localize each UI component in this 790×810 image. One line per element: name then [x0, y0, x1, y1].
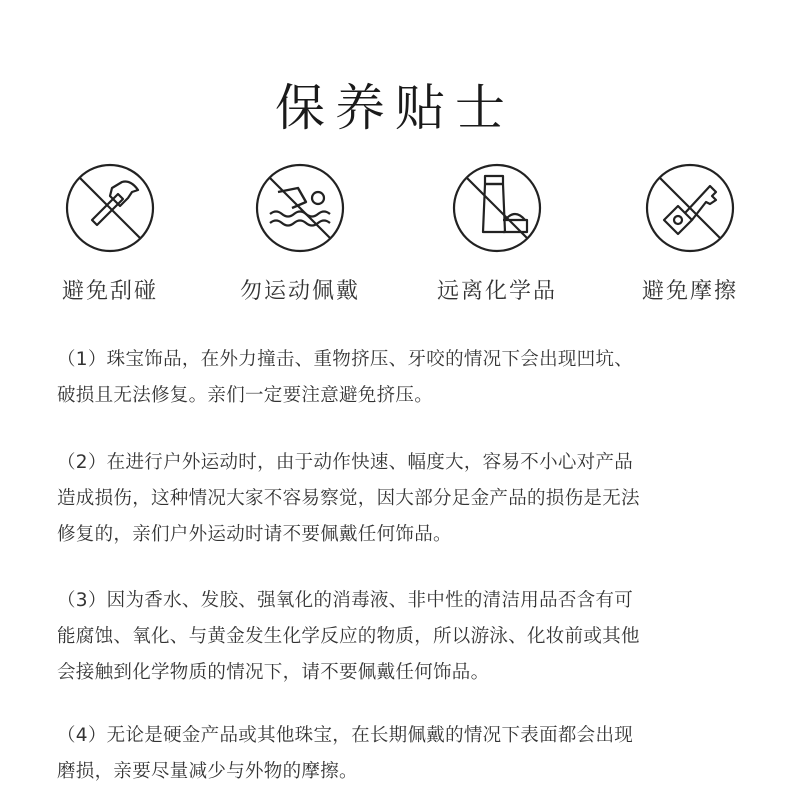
paragraph-line: 磨损，亲要尽量减少与外物的摩擦。 — [57, 761, 358, 782]
paragraph-line: 修复的，亲们户外运动时请不要佩戴任何饰品。 — [57, 524, 452, 545]
swimming-icon — [254, 162, 346, 254]
paragraph-line: 破损且无法修复。亲们一定要注意避免挤压。 — [57, 385, 434, 406]
chemical-icon — [451, 162, 543, 254]
paragraph-line: 会接触到化学物质的情况下，请不要佩戴任何饰品。 — [57, 662, 490, 683]
paragraph-1 — [57, 342, 747, 414]
paragraph-2 — [57, 445, 747, 553]
care-label: 避免摩擦 — [641, 279, 738, 304]
care-item-friction — [600, 162, 780, 305]
care-label: 勿运动佩戴 — [239, 279, 360, 304]
care-label: 避免刮碰 — [61, 279, 158, 304]
care-label: 远离化学品 — [436, 279, 557, 304]
care-icons-row — [0, 162, 790, 302]
page-title: 保养贴士 — [275, 78, 515, 137]
care-item-scratch — [20, 162, 200, 305]
care-item-chemical — [407, 162, 587, 305]
paragraph-line: （4）无论是硬金产品或其他珠宝，在长期佩戴的情况下表面都会出现 — [57, 725, 634, 746]
paragraph-line: 造成损伤，这种情况大家不容易察觉，因大部分足金产品的损伤是无法 — [57, 488, 640, 509]
paragraph-line: （2）在进行户外运动时，由于动作快速、幅度大，容易不小心对产品 — [57, 452, 634, 473]
key-icon — [644, 162, 736, 254]
care-item-sport — [210, 162, 390, 305]
paragraph-line: （1）珠宝饰品，在外力撞击、重物挤压、牙咬的情况下会出现凹坑、 — [57, 349, 634, 370]
paragraph-line: 能腐蚀、氧化、与黄金发生化学反应的物质，所以游泳、化妆前或其他 — [57, 626, 640, 647]
paragraph-4 — [57, 718, 747, 790]
paragraph-3 — [57, 583, 747, 691]
hammer-icon — [64, 162, 156, 254]
paragraph-line: （3）因为香水、发胶、强氧化的消毒液、非中性的清洁用品否含有可 — [57, 590, 634, 611]
